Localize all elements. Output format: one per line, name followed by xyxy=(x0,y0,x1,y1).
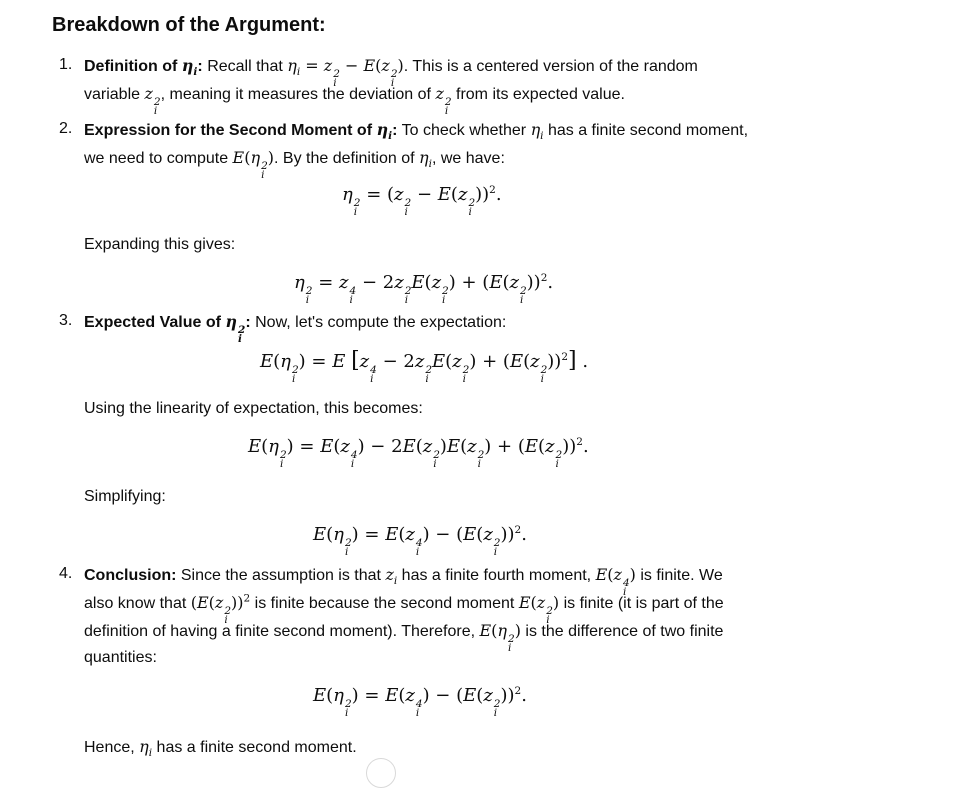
list-number: 4. xyxy=(59,565,73,582)
item-3-line-1: Expected Value of η 2 i : Now, let's compute the expectation: xyxy=(84,312,507,345)
equation-conclusion: E(η 2 i ) = E(z 4 i ) − (E(z 2 i ))$^2$. xyxy=(313,685,527,719)
simplifying-text: Simplifying: xyxy=(84,488,166,505)
linearity-text: Using the linearity of expectation, this becomes: xyxy=(84,400,423,417)
hence-text: Hence, $\eta_i$ has a finite second moment. xyxy=(84,737,357,760)
item-1-line-1: Definition of $\eta_i$: Recall that $\eta_i = z$ 2 i − E(z 2 i ). This is a centered version of the random xyxy=(84,56,698,89)
item-1-line-2: variable z 2 i , meaning it measures the deviation of z 2 i from its expected value. xyxy=(84,84,625,117)
list-number: 2. xyxy=(59,120,73,137)
equation-expanded: η 2 i = z 4 i − 2z 2 i E(z 2 i ) + (E(z 2 i ))$^2$. xyxy=(294,272,554,306)
equation-eta-squared: η 2 i = (z 2 i − E(z 2 i ))$^2$. xyxy=(342,184,502,218)
equation-simplified: E(η 2 i ) = E(z 4 i ) − (E(z 2 i ))$^2$. xyxy=(313,524,527,558)
item-4-line-3: definition of having a finite second moment). Therefore, E(η 2 i ) is the difference of two finite xyxy=(84,621,724,654)
equation-linearity: E(η 2 i ) = E(z 4 i ) − 2E(z 2 i )E(z 2 i ) + (E(z 2 i ))$^2$. xyxy=(248,436,589,470)
item-4-line-4: quantities: xyxy=(84,649,157,666)
item-heading: Expression for the Second Moment of $\eta_i$: xyxy=(84,120,398,143)
math-inline: $\eta_i = z$ 2 i − E(z 2 i ) xyxy=(287,56,404,89)
list-number: 3. xyxy=(59,312,73,329)
item-4-line-1: Conclusion: Since the assumption is that $z_i$ has a finite fourth moment, E(z 4 i ) is finite. We xyxy=(84,565,723,598)
item-heading: Definition of $\eta_i$: xyxy=(84,56,203,79)
list-number: 1. xyxy=(59,56,73,73)
item-4-line-2: also know that (E(z 2 i ))$^2$ is finite because the second moment E(z 2 i ) is finite (it is part of the xyxy=(84,592,724,626)
item-2-line-2: we need to compute E(η 2 i ). By the definition of $\eta_i$, we have: xyxy=(84,148,505,181)
item-heading: Expected Value of η 2 i : xyxy=(84,312,251,345)
expanding-text: Expanding this gives: xyxy=(84,236,236,253)
item-heading: Conclusion: xyxy=(84,567,177,584)
section-heading: Breakdown of the Argument: xyxy=(52,14,326,36)
scroll-down-button[interactable] xyxy=(366,758,396,788)
item-2-line-1: Expression for the Second Moment of $\eta_i$: To check whether $\eta_i$ has a finite second moment, xyxy=(84,120,749,143)
equation-expectation: E(η 2 i ) = E [z 4 i − 2z 2 i E(z 2 i ) + (E(z 2 i ))$^2$] . xyxy=(260,348,589,385)
